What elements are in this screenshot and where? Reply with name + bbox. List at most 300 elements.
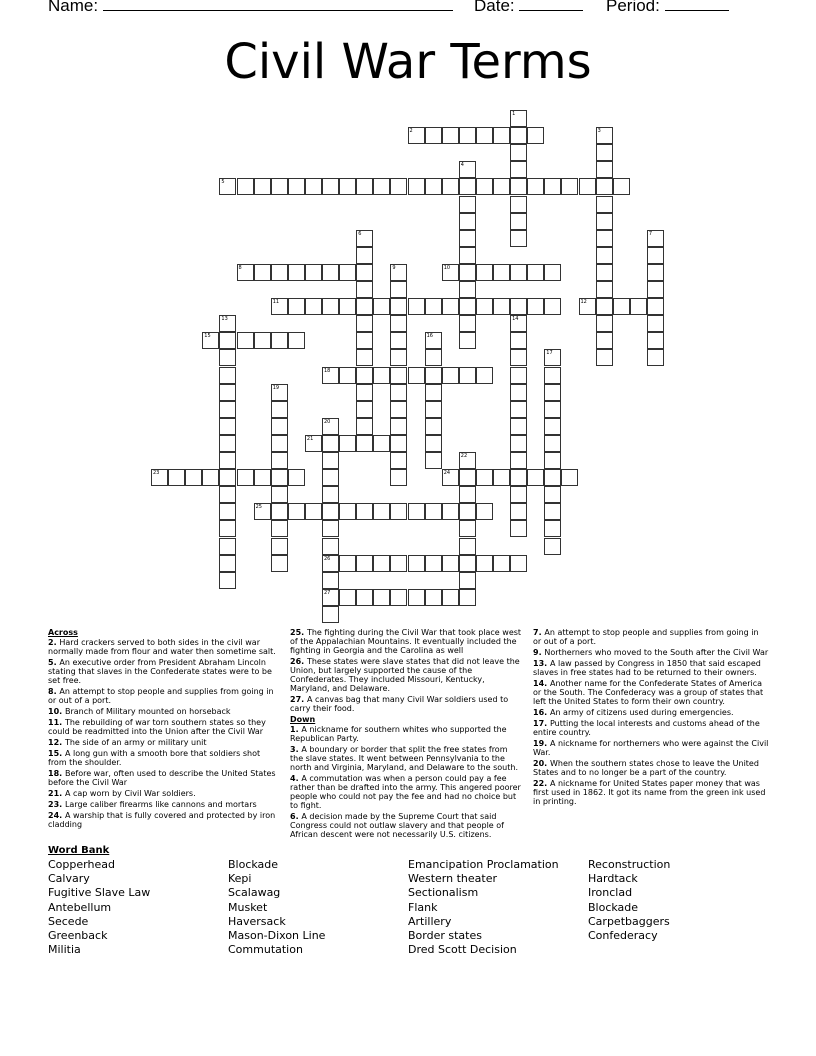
grid-cell[interactable] bbox=[510, 230, 527, 247]
grid-cell[interactable] bbox=[356, 589, 373, 606]
grid-cell[interactable] bbox=[493, 555, 510, 572]
grid-cell[interactable] bbox=[476, 503, 493, 520]
grid-cell[interactable] bbox=[596, 213, 613, 230]
grid-cell[interactable] bbox=[408, 503, 425, 520]
date-label: Date: bbox=[474, 0, 515, 15]
grid-cell[interactable] bbox=[322, 503, 339, 520]
grid-cell[interactable] bbox=[219, 401, 236, 418]
grid-cell[interactable] bbox=[544, 401, 561, 418]
grid-cell[interactable] bbox=[493, 178, 510, 195]
grid-cell[interactable] bbox=[510, 452, 527, 469]
grid-cell[interactable] bbox=[339, 264, 356, 281]
grid-cell[interactable] bbox=[579, 178, 596, 195]
grid-cell[interactable] bbox=[390, 418, 407, 435]
grid-cell[interactable] bbox=[561, 178, 578, 195]
grid-cell[interactable] bbox=[510, 144, 527, 161]
across-heading: Across bbox=[48, 628, 78, 637]
word-bank-item: Blockade bbox=[588, 900, 639, 914]
grid-cell[interactable] bbox=[476, 298, 493, 315]
grid-cell[interactable] bbox=[339, 435, 356, 452]
grid-cell[interactable] bbox=[510, 161, 527, 178]
grid-cell[interactable] bbox=[373, 435, 390, 452]
grid-cell[interactable] bbox=[390, 555, 407, 572]
grid-cell[interactable] bbox=[510, 298, 527, 315]
grid-cell[interactable] bbox=[510, 196, 527, 213]
grid-cell[interactable] bbox=[425, 452, 442, 469]
grid-cell[interactable] bbox=[356, 418, 373, 435]
grid-cell[interactable] bbox=[527, 178, 544, 195]
grid-cell[interactable] bbox=[202, 469, 219, 486]
grid-cell[interactable] bbox=[459, 555, 476, 572]
grid-cell[interactable] bbox=[493, 469, 510, 486]
clue-item-text: An executive order from President Abraham Lincoln stating that slaves in the Confederate states were to be set free. bbox=[48, 658, 272, 685]
clue-item bbox=[533, 779, 769, 806]
grid-cell[interactable] bbox=[442, 589, 459, 606]
grid-cell[interactable] bbox=[647, 298, 664, 315]
grid-cell[interactable] bbox=[596, 178, 613, 195]
grid-cell[interactable] bbox=[356, 367, 373, 384]
grid-cell[interactable] bbox=[493, 264, 510, 281]
grid-cell[interactable] bbox=[373, 367, 390, 384]
grid-cell[interactable] bbox=[493, 127, 510, 144]
grid-cell[interactable] bbox=[476, 367, 493, 384]
clue-item-text: A nickname for United States paper money that was first used in 1862. It got its name from the green ink used in printing. bbox=[533, 779, 766, 806]
clue-number: 24 bbox=[443, 470, 451, 477]
clue-item-text: Another name for the Confederate States of America or the South. The Confederacy was a group of states that left the United States to form their own country. bbox=[533, 679, 764, 706]
grid-cell[interactable] bbox=[356, 332, 373, 349]
grid-cell[interactable] bbox=[356, 264, 373, 281]
grid-cell[interactable] bbox=[390, 384, 407, 401]
grid-cell[interactable] bbox=[459, 589, 476, 606]
clue-item-number: 4. bbox=[290, 774, 302, 783]
grid-cell[interactable] bbox=[544, 486, 561, 503]
grid-cell[interactable] bbox=[459, 281, 476, 298]
clue-item bbox=[48, 811, 276, 829]
grid-cell[interactable] bbox=[322, 538, 339, 555]
grid-cell[interactable] bbox=[442, 555, 459, 572]
clue-item-text: The rebuilding of war torn southern states so they could be readmitted into the Union after the Civil War bbox=[48, 718, 266, 736]
grid-cell[interactable] bbox=[390, 298, 407, 315]
grid-cell[interactable] bbox=[271, 264, 288, 281]
word-bank-column-2 bbox=[228, 858, 325, 957]
grid-cell[interactable] bbox=[459, 572, 476, 589]
grid-cell[interactable] bbox=[544, 452, 561, 469]
grid-cell[interactable] bbox=[459, 367, 476, 384]
clue-number: 21 bbox=[306, 435, 314, 442]
grid-cell[interactable] bbox=[390, 332, 407, 349]
grid-cell[interactable] bbox=[459, 520, 476, 537]
grid-cell[interactable] bbox=[390, 401, 407, 418]
clue-number: 18 bbox=[324, 367, 331, 374]
grid-cell[interactable] bbox=[219, 384, 236, 401]
grid-cell[interactable] bbox=[219, 469, 236, 486]
grid-cell[interactable] bbox=[596, 298, 613, 315]
grid-cell[interactable] bbox=[219, 435, 236, 452]
grid-cell[interactable] bbox=[219, 503, 236, 520]
clue-number: 19 bbox=[272, 384, 280, 391]
grid-cell[interactable] bbox=[271, 332, 288, 349]
grid-cell[interactable] bbox=[425, 178, 442, 195]
grid-cell[interactable] bbox=[596, 161, 613, 178]
clue-item-number: 24. bbox=[48, 811, 65, 820]
grid-cell[interactable] bbox=[322, 520, 339, 537]
grid-cell[interactable] bbox=[408, 178, 425, 195]
clue-item bbox=[48, 749, 276, 767]
grid-cell[interactable] bbox=[219, 367, 236, 384]
grid-cell[interactable] bbox=[544, 435, 561, 452]
grid-cell[interactable] bbox=[510, 349, 527, 366]
grid-cell[interactable] bbox=[271, 520, 288, 537]
grid-cell[interactable] bbox=[630, 298, 647, 315]
grid-cell[interactable] bbox=[322, 435, 339, 452]
grid-cell[interactable] bbox=[476, 469, 493, 486]
grid-cell[interactable] bbox=[219, 538, 236, 555]
grid-cell[interactable] bbox=[408, 589, 425, 606]
grid-cell[interactable] bbox=[271, 503, 288, 520]
grid-cell[interactable] bbox=[271, 401, 288, 418]
clue-item bbox=[533, 628, 769, 646]
grid-cell[interactable] bbox=[561, 469, 578, 486]
grid-cell[interactable] bbox=[544, 264, 561, 281]
grid-cell[interactable] bbox=[185, 469, 202, 486]
grid-cell[interactable] bbox=[356, 247, 373, 264]
grid-cell[interactable] bbox=[527, 469, 544, 486]
grid-cell[interactable] bbox=[596, 196, 613, 213]
grid-cell[interactable] bbox=[373, 503, 390, 520]
grid-cell[interactable] bbox=[322, 486, 339, 503]
grid-cell[interactable] bbox=[596, 230, 613, 247]
clue-number: 2 bbox=[409, 128, 413, 135]
grid-cell[interactable] bbox=[271, 178, 288, 195]
grid-cell[interactable] bbox=[425, 127, 442, 144]
grid-cell[interactable] bbox=[254, 264, 271, 281]
clue-item-number: 6. bbox=[290, 812, 302, 821]
grid-cell[interactable] bbox=[219, 349, 236, 366]
clue-item-number: 14. bbox=[533, 679, 550, 688]
grid-cell[interactable] bbox=[527, 127, 544, 144]
grid-cell[interactable] bbox=[510, 401, 527, 418]
grid-cell[interactable] bbox=[596, 264, 613, 281]
grid-cell[interactable] bbox=[596, 247, 613, 264]
grid-cell[interactable] bbox=[339, 178, 356, 195]
grid-cell[interactable] bbox=[356, 178, 373, 195]
grid-cell[interactable] bbox=[510, 367, 527, 384]
word-bank-item: Western theater bbox=[408, 872, 498, 886]
grid-cell[interactable] bbox=[476, 178, 493, 195]
grid-cell[interactable] bbox=[425, 384, 442, 401]
clue-item bbox=[290, 745, 522, 772]
grid-cell[interactable] bbox=[647, 349, 664, 366]
grid-cell[interactable] bbox=[425, 589, 442, 606]
grid-cell[interactable] bbox=[544, 298, 561, 315]
grid-cell[interactable] bbox=[356, 281, 373, 298]
grid-cell[interactable] bbox=[408, 298, 425, 315]
word-bank-item: Scalawag bbox=[228, 886, 281, 900]
grid-cell[interactable] bbox=[219, 418, 236, 435]
word-bank-item: Confederacy bbox=[588, 929, 658, 943]
grid-cell[interactable] bbox=[339, 555, 356, 572]
grid-cell[interactable] bbox=[459, 298, 476, 315]
grid-cell[interactable] bbox=[613, 178, 630, 195]
grid-cell[interactable] bbox=[288, 469, 305, 486]
grid-cell[interactable] bbox=[288, 332, 305, 349]
grid-cell[interactable] bbox=[459, 332, 476, 349]
grid-cell[interactable] bbox=[305, 503, 322, 520]
grid-cell[interactable] bbox=[356, 401, 373, 418]
grid-cell[interactable] bbox=[390, 315, 407, 332]
clue-item bbox=[48, 718, 276, 736]
clue-number: 27 bbox=[324, 589, 331, 596]
grid-cell[interactable] bbox=[322, 452, 339, 469]
grid-cell[interactable] bbox=[459, 178, 476, 195]
grid-cell[interactable] bbox=[527, 298, 544, 315]
grid-cell[interactable] bbox=[390, 503, 407, 520]
grid-cell[interactable] bbox=[442, 298, 459, 315]
grid-cell[interactable] bbox=[271, 435, 288, 452]
grid-cell[interactable] bbox=[322, 606, 339, 623]
word-bank-item: Flank bbox=[408, 900, 438, 914]
grid-cell[interactable] bbox=[425, 367, 442, 384]
grid-cell[interactable] bbox=[442, 178, 459, 195]
word-bank-column-1 bbox=[48, 858, 150, 957]
grid-cell[interactable] bbox=[544, 178, 561, 195]
grid-cell[interactable] bbox=[237, 469, 254, 486]
grid-cell[interactable] bbox=[219, 332, 236, 349]
grid-cell[interactable] bbox=[356, 298, 373, 315]
clue-item-number: 17. bbox=[533, 719, 550, 728]
grid-cell[interactable] bbox=[459, 264, 476, 281]
grid-cell[interactable] bbox=[459, 213, 476, 230]
grid-cell[interactable] bbox=[390, 469, 407, 486]
clue-item bbox=[48, 707, 276, 716]
grid-cell[interactable] bbox=[271, 486, 288, 503]
clue-number: 15 bbox=[204, 333, 211, 340]
clue-item-text: An attempt to stop people and supplies from going in or out of a port. bbox=[48, 687, 274, 705]
grid-cell[interactable] bbox=[459, 127, 476, 144]
grid-cell[interactable] bbox=[510, 418, 527, 435]
grid-cell[interactable] bbox=[288, 178, 305, 195]
grid-cell[interactable] bbox=[168, 469, 185, 486]
grid-cell[interactable] bbox=[219, 452, 236, 469]
grid-cell[interactable] bbox=[647, 264, 664, 281]
clue-number: 9 bbox=[392, 264, 396, 271]
grid-cell[interactable] bbox=[390, 452, 407, 469]
clue-item bbox=[533, 679, 769, 706]
grid-cell[interactable] bbox=[356, 349, 373, 366]
grid-cell[interactable] bbox=[596, 144, 613, 161]
grid-cell[interactable] bbox=[271, 418, 288, 435]
clue-number: 22 bbox=[460, 453, 468, 459]
grid-cell[interactable] bbox=[459, 486, 476, 503]
grid-cell[interactable] bbox=[390, 349, 407, 366]
grid-cell[interactable] bbox=[647, 315, 664, 332]
grid-cell[interactable] bbox=[544, 469, 561, 486]
grid-cell[interactable] bbox=[510, 178, 527, 195]
grid-cell[interactable] bbox=[356, 315, 373, 332]
grid-cell[interactable] bbox=[237, 178, 254, 195]
grid-cell[interactable] bbox=[219, 486, 236, 503]
grid-cell[interactable] bbox=[510, 520, 527, 537]
grid-cell[interactable] bbox=[544, 418, 561, 435]
grid-cell[interactable] bbox=[442, 367, 459, 384]
grid-cell[interactable] bbox=[510, 503, 527, 520]
clue-number: 10 bbox=[443, 264, 451, 271]
grid-cell[interactable] bbox=[271, 469, 288, 486]
clue-item-text: When the southern states chose to leave the United States and to no longer be a part of the country. bbox=[533, 759, 759, 777]
clue-item-text: Before war, often used to describe the United States before the Civil War bbox=[48, 769, 276, 787]
grid-cell[interactable] bbox=[254, 332, 271, 349]
grid-cell[interactable] bbox=[305, 178, 322, 195]
grid-cell[interactable] bbox=[425, 298, 442, 315]
grid-cell[interactable] bbox=[288, 503, 305, 520]
grid-cell[interactable] bbox=[476, 264, 493, 281]
grid-cell[interactable] bbox=[390, 367, 407, 384]
grid-cell[interactable] bbox=[271, 452, 288, 469]
grid-cell[interactable] bbox=[544, 384, 561, 401]
clue-item-number: 7. bbox=[533, 628, 545, 637]
clue-item bbox=[48, 800, 276, 809]
word-bank-item: Sectionalism bbox=[408, 886, 479, 900]
word-bank-item: Musket bbox=[228, 900, 268, 914]
clue-item-number: 21. bbox=[48, 789, 65, 798]
page-title: Civil War Terms bbox=[224, 34, 592, 90]
clue-number: 20 bbox=[324, 418, 331, 425]
grid-cell[interactable] bbox=[613, 298, 630, 315]
grid-cell[interactable] bbox=[510, 486, 527, 503]
grid-cell[interactable] bbox=[322, 264, 339, 281]
grid-cell[interactable] bbox=[442, 503, 459, 520]
grid-cell[interactable] bbox=[271, 538, 288, 555]
grid-cell[interactable] bbox=[459, 196, 476, 213]
word-bank-item: Militia bbox=[48, 943, 81, 957]
grid-cell[interactable] bbox=[510, 127, 527, 144]
grid-cell[interactable] bbox=[373, 178, 390, 195]
grid-cell[interactable] bbox=[373, 298, 390, 315]
grid-cell[interactable] bbox=[322, 178, 339, 195]
clue-item-text: The side of an army or military unit bbox=[64, 738, 207, 747]
grid-cell[interactable] bbox=[322, 298, 339, 315]
grid-cell[interactable] bbox=[356, 555, 373, 572]
grid-cell[interactable] bbox=[254, 178, 271, 195]
grid-cell[interactable] bbox=[390, 589, 407, 606]
grid-cell[interactable] bbox=[219, 555, 236, 572]
grid-cell[interactable] bbox=[305, 298, 322, 315]
grid-cell[interactable] bbox=[425, 418, 442, 435]
grid-cell[interactable] bbox=[288, 298, 305, 315]
period-label: Period: bbox=[606, 0, 660, 15]
grid-cell[interactable] bbox=[476, 127, 493, 144]
grid-cell[interactable] bbox=[510, 213, 527, 230]
grid-cell[interactable] bbox=[647, 281, 664, 298]
grid-cell[interactable] bbox=[476, 555, 493, 572]
clue-number: 5 bbox=[221, 179, 225, 186]
grid-cell[interactable] bbox=[390, 281, 407, 298]
grid-cell[interactable] bbox=[254, 469, 271, 486]
grid-cell[interactable] bbox=[390, 435, 407, 452]
grid-cell[interactable] bbox=[510, 555, 527, 572]
grid-cell[interactable] bbox=[356, 384, 373, 401]
grid-cell[interactable] bbox=[425, 349, 442, 366]
grid-cell[interactable] bbox=[339, 298, 356, 315]
grid-cell[interactable] bbox=[596, 332, 613, 349]
clue-item bbox=[533, 739, 769, 757]
word-bank-item: Secede bbox=[48, 914, 89, 928]
grid-cell[interactable] bbox=[459, 315, 476, 332]
grid-cell[interactable] bbox=[442, 127, 459, 144]
grid-cell[interactable] bbox=[305, 264, 322, 281]
grid-cell[interactable] bbox=[527, 264, 544, 281]
grid-cell[interactable] bbox=[237, 332, 254, 349]
clue-number: 16 bbox=[426, 333, 433, 340]
grid-cell[interactable] bbox=[219, 520, 236, 537]
grid-cell[interactable] bbox=[288, 264, 305, 281]
grid-cell[interactable] bbox=[544, 538, 561, 555]
grid-cell[interactable] bbox=[459, 503, 476, 520]
grid-cell[interactable] bbox=[373, 589, 390, 606]
grid-cell[interactable] bbox=[596, 315, 613, 332]
grid-cell[interactable] bbox=[425, 503, 442, 520]
grid-cell[interactable] bbox=[339, 589, 356, 606]
grid-cell[interactable] bbox=[510, 264, 527, 281]
grid-cell[interactable] bbox=[544, 367, 561, 384]
grid-cell[interactable] bbox=[510, 469, 527, 486]
grid-cell[interactable] bbox=[390, 178, 407, 195]
clue-item bbox=[48, 658, 276, 685]
grid-cell[interactable] bbox=[425, 401, 442, 418]
grid-cell[interactable] bbox=[459, 538, 476, 555]
grid-cell[interactable] bbox=[425, 555, 442, 572]
clue-number: 13 bbox=[221, 316, 228, 323]
grid-cell[interactable] bbox=[322, 572, 339, 589]
grid-cell[interactable] bbox=[339, 503, 356, 520]
grid-cell[interactable] bbox=[356, 435, 373, 452]
word-bank-item: Mason-Dixon Line bbox=[228, 929, 326, 943]
clue-item-number: 2. bbox=[48, 638, 60, 647]
grid-cell[interactable] bbox=[459, 469, 476, 486]
grid-cell[interactable] bbox=[425, 435, 442, 452]
grid-cell[interactable] bbox=[459, 247, 476, 264]
grid-cell[interactable] bbox=[408, 555, 425, 572]
grid-cell[interactable] bbox=[596, 349, 613, 366]
clue-item-number: 20. bbox=[533, 759, 550, 768]
clue-item-text: A nickname for southern whites who supported the Republican Party. bbox=[290, 725, 507, 743]
grid-cell[interactable] bbox=[510, 384, 527, 401]
clue-item-number: 26. bbox=[290, 657, 307, 666]
grid-cell[interactable] bbox=[219, 572, 236, 589]
grid-cell[interactable] bbox=[544, 503, 561, 520]
grid-cell[interactable] bbox=[510, 332, 527, 349]
grid-cell[interactable] bbox=[647, 332, 664, 349]
grid-cell[interactable] bbox=[493, 298, 510, 315]
grid-cell[interactable] bbox=[596, 281, 613, 298]
word-bank-item: Kepi bbox=[228, 872, 252, 886]
grid-cell[interactable] bbox=[408, 367, 425, 384]
grid-cell[interactable] bbox=[339, 367, 356, 384]
grid-cell[interactable] bbox=[459, 230, 476, 247]
grid-cell[interactable] bbox=[356, 503, 373, 520]
grid-cell[interactable] bbox=[544, 520, 561, 537]
clue-item-number: 23. bbox=[48, 800, 65, 809]
grid-cell[interactable] bbox=[271, 555, 288, 572]
grid-cell[interactable] bbox=[322, 469, 339, 486]
grid-cell[interactable] bbox=[373, 555, 390, 572]
grid-cell[interactable] bbox=[510, 435, 527, 452]
clue-number: 7 bbox=[648, 230, 653, 237]
word-bank-item: Fugitive Slave Law bbox=[48, 886, 151, 900]
grid-cell[interactable] bbox=[647, 247, 664, 264]
clue-item-text: Northerners who moved to the South after the Civil War bbox=[544, 648, 769, 657]
clue-item bbox=[533, 648, 769, 657]
